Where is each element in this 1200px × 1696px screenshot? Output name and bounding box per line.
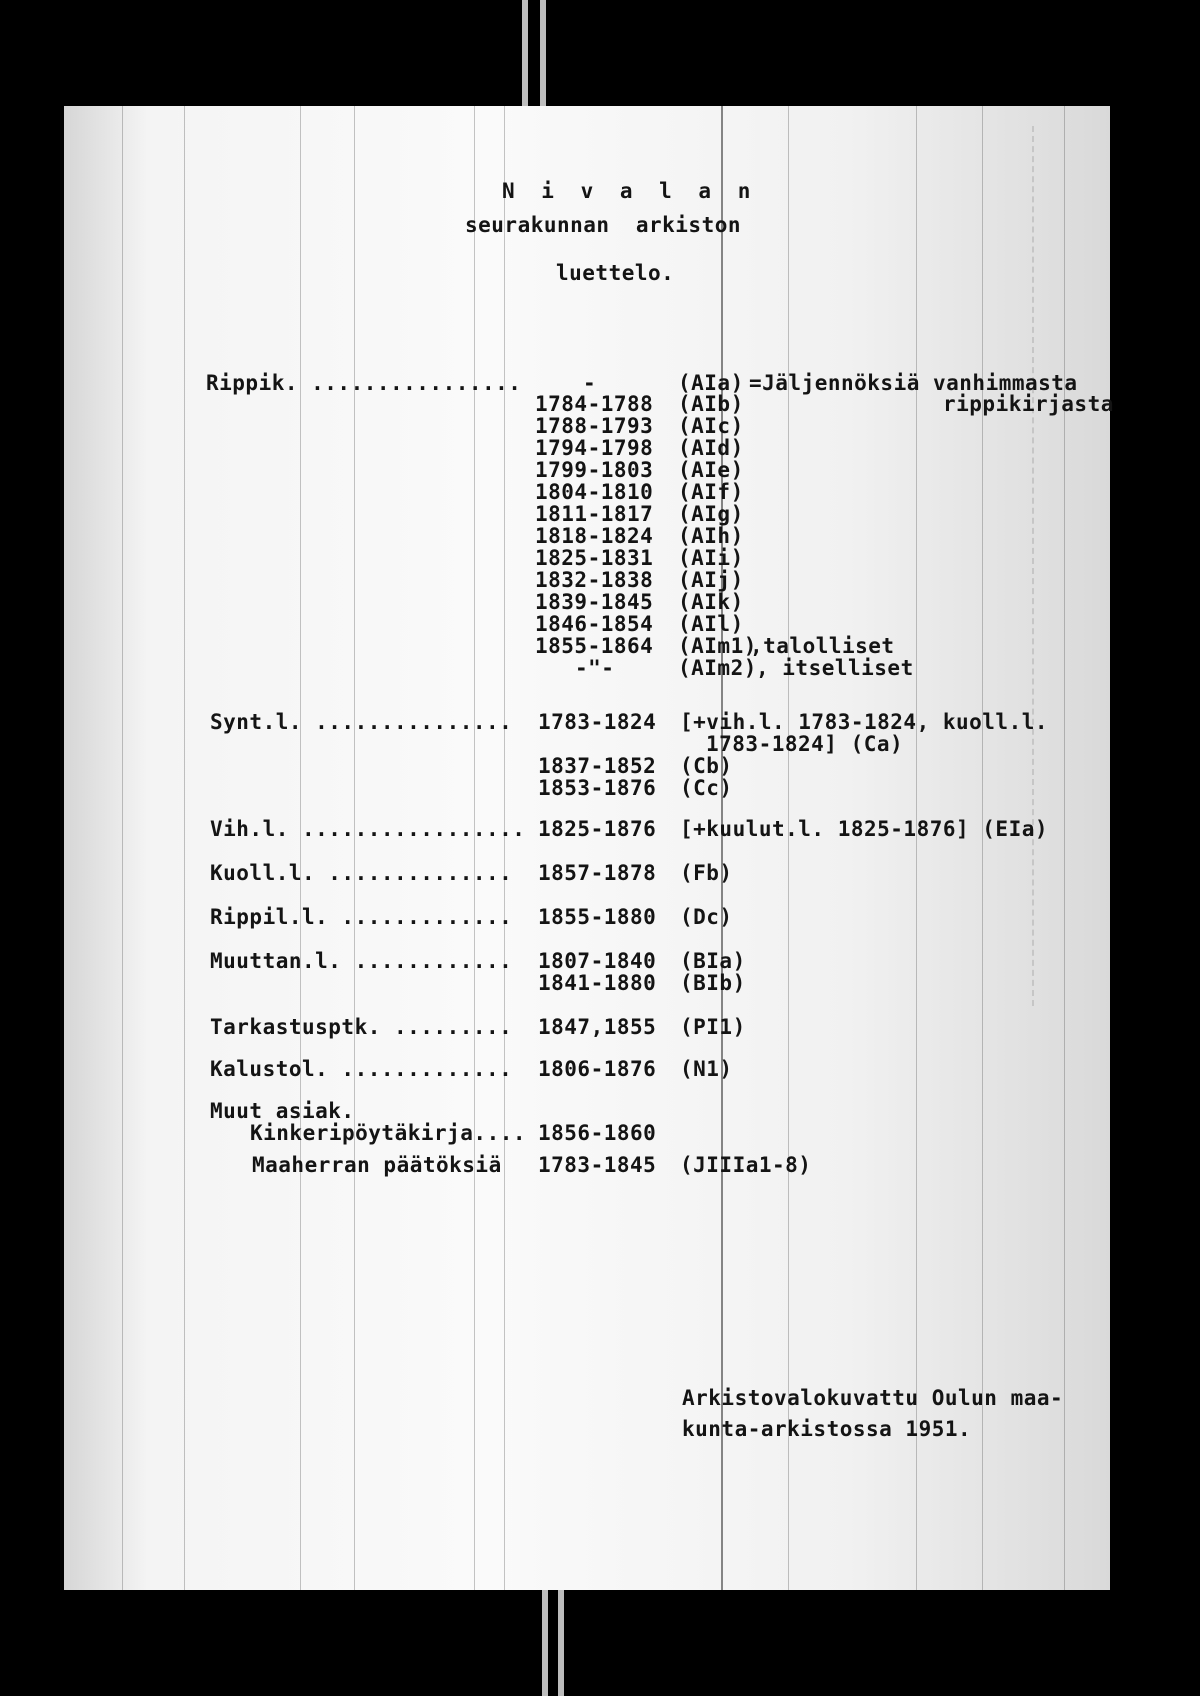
entry-years: 1799-1803 (535, 458, 654, 482)
entry-code: (Dc) (680, 905, 733, 929)
vih-label: Vih.l. ................. (210, 817, 526, 841)
entry-code: (AIb) (678, 392, 744, 416)
entry-years: 1807-1840 (538, 949, 657, 973)
document-title: N i v a l a n (502, 179, 758, 203)
entry-years: 1788-1793 (535, 414, 654, 438)
entry-code: (Fb) (680, 861, 733, 885)
scan-line (184, 106, 185, 1590)
scan-line (721, 106, 723, 1590)
entry-code: (JIIIa1-8) (680, 1153, 812, 1177)
entry-code: 1783-1824] (Ca) (706, 732, 904, 756)
entry-years: 1847,1855 (538, 1015, 657, 1039)
faded-stamp (1032, 126, 1094, 1006)
entry-years: 1855-1880 (538, 905, 657, 929)
entry-years: 1837-1852 (538, 754, 657, 778)
document-subtitle: seurakunnan arkiston (465, 213, 742, 237)
entry-years: 1804-1810 (535, 480, 654, 504)
kuoll-label: Kuoll.l. .............. (210, 861, 513, 885)
muut-entry-label: Maaherran päätöksiä (252, 1153, 502, 1177)
kalusto-label: Kalustol. ............. (210, 1057, 513, 1081)
tarkastus-label: Tarkastusptk. ......... (210, 1015, 513, 1039)
entry-code: (AIm1) (678, 634, 757, 658)
muuttan-label: Muuttan.l. ............ (210, 949, 513, 973)
entry-code: (AIc) (678, 414, 744, 438)
muut-entry-label: Kinkeripöytäkirja.... (250, 1121, 527, 1145)
scan-line (788, 106, 789, 1590)
entry-years: - (583, 371, 597, 395)
entry-code: (AIg) (678, 502, 744, 526)
entry-code: (Cb) (680, 754, 733, 778)
entry-years: 1783-1824 (538, 710, 657, 734)
entry-code: (N1) (680, 1057, 733, 1081)
entry-years: 1784-1788 (535, 392, 654, 416)
film-strip-bottom-left (542, 1590, 548, 1696)
entry-years: 1846-1854 (535, 612, 654, 636)
entry-years: 1853-1876 (538, 776, 657, 800)
entry-years: 1856-1860 (538, 1121, 657, 1145)
scan-line (916, 106, 917, 1590)
entry-code: (AIk) (678, 590, 744, 614)
entry-note: , itselliset (756, 656, 914, 680)
entry-code: (AIe) (678, 458, 744, 482)
entry-code: (AIm2) (678, 656, 757, 680)
film-strip-top-left (522, 0, 528, 106)
entry-note: rippikirjasta (943, 392, 1114, 416)
entry-code: (AIj) (678, 568, 744, 592)
scan-line (982, 106, 983, 1590)
entry-years: 1794-1798 (535, 436, 654, 460)
entry-code: [+vih.l. 1783-1824, kuoll.l. (680, 710, 1049, 734)
entry-code: (AIi) (678, 546, 744, 570)
archive-note-line-2: kunta-arkistossa 1951. (682, 1417, 972, 1441)
archive-note-line-1: Arkistovalokuvattu Oulun maa- (682, 1386, 1064, 1410)
film-strip-bottom-right (558, 1590, 564, 1696)
entry-code: (AId) (678, 436, 744, 460)
entry-years: 1783-1845 (538, 1153, 657, 1177)
entry-note: =Jäljennöksiä vanhimmasta (749, 371, 1078, 395)
entry-years: 1806-1876 (538, 1057, 657, 1081)
entry-years: 1818-1824 (535, 524, 654, 548)
scan-line (122, 106, 123, 1590)
entry-years: 1811-1817 (535, 502, 654, 526)
entry-code: (AIl) (678, 612, 744, 636)
entry-years: -"- (575, 656, 615, 680)
entry-code: [+kuulut.l. 1825-1876] (EIa) (680, 817, 1049, 841)
entry-years: 1855-1864 (535, 634, 654, 658)
scan-line (300, 106, 301, 1590)
scan-line (474, 106, 475, 1590)
scan-line (354, 106, 355, 1590)
entry-years: 1841-1880 (538, 971, 657, 995)
entry-years: 1839-1845 (535, 590, 654, 614)
entry-years: 1832-1838 (535, 568, 654, 592)
document-subtitle-2: luettelo. (556, 261, 675, 285)
rippil-label: Rippil.l. ............. (210, 905, 513, 929)
entry-years: 1857-1878 (538, 861, 657, 885)
entry-code: (BIb) (680, 971, 746, 995)
muut-label: Muut asiak. (210, 1099, 355, 1123)
entry-code: (Cc) (680, 776, 733, 800)
entry-code: (AIh) (678, 524, 744, 548)
entry-code: (PI1) (680, 1015, 746, 1039)
document-page (64, 106, 1110, 1590)
entry-years: 1825-1876 (538, 817, 657, 841)
rippik-label: Rippik. ................ (206, 371, 522, 395)
entry-note: ,talolliset (750, 634, 895, 658)
entry-code: (AIa) (678, 371, 744, 395)
synt-label: Synt.l. ............... (210, 710, 513, 734)
entry-code: (AIf) (678, 480, 744, 504)
entry-years: 1825-1831 (535, 546, 654, 570)
film-strip-top-right (540, 0, 546, 106)
scan-line (504, 106, 505, 1590)
entry-code: (BIa) (680, 949, 746, 973)
